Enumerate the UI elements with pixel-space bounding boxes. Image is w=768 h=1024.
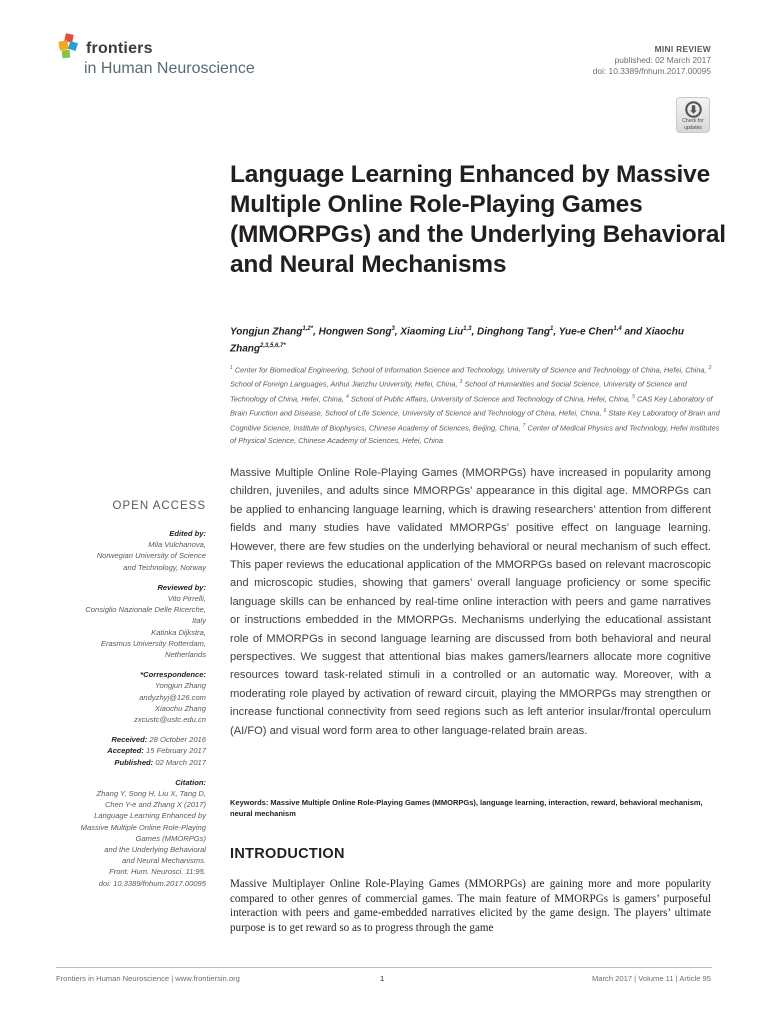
sidebar-line[interactable]: zxcustc@ustc.edu.cn — [134, 715, 206, 725]
affiliation-number: 7 — [522, 422, 526, 429]
correspondence-label: *Correspondence: — [140, 670, 206, 680]
author-name[interactable]: Xiaochu Zhang — [230, 326, 684, 355]
section-heading: INTRODUCTION — [230, 846, 345, 862]
author-affiliation-marker: 1,2* — [302, 326, 314, 332]
sidebar-line: Massive Multiple Online Role-Playing — [80, 822, 206, 832]
badge-line-2: updates — [684, 124, 702, 131]
edited-by-label: Edited by: — [169, 529, 206, 538]
affiliation-number: 1 — [230, 365, 233, 371]
affiliation-number: 4 — [346, 393, 349, 400]
author-affiliation-marker: 3 — [391, 326, 395, 332]
published-date-sidebar: Published: 02 March 2017 — [114, 757, 206, 767]
affiliation-text: School of Public Affairs, University of Science and Technology of China, Hefei, China, — [348, 394, 633, 404]
author-affiliation-marker: 1 — [549, 326, 554, 332]
sidebar-line: Katinka Dijkstra, — [151, 627, 206, 637]
check-for-updates-icon — [685, 101, 702, 118]
sidebar-line: Norwegian University of Science — [96, 551, 206, 561]
sidebar-line: doi: 10.3389/fnhum.2017.00095 — [98, 878, 206, 888]
frontiers-logo-icon — [56, 32, 86, 62]
affiliation-text: State Key Laboratory of Brain and Cognitive Science, Institute of Biophysics, Chinese Academy of Sciences, Beijing, China, — [230, 408, 720, 433]
sidebar-line: Consiglio Nazionale Delle Ricerche, — [85, 605, 206, 615]
footer-journal-link[interactable]: Frontiers in Human Neuroscience | www.frontiersin.org — [56, 974, 240, 983]
citation-lines — [40, 788, 206, 889]
author-name[interactable]: Yue-e Chen — [558, 326, 614, 338]
open-access-label: OPEN ACCESS — [112, 500, 206, 512]
sidebar-line: and Neural Mechanisms. — [122, 856, 206, 866]
article-meta — [593, 44, 711, 77]
sidebar-line: Language Learning Enhanced by — [94, 811, 206, 821]
sidebar-line: Mila Vulchanova, — [148, 540, 206, 550]
citation-label: Citation: — [175, 777, 206, 787]
sidebar-line: Erasmus University Rotterdam, — [100, 638, 206, 648]
journal-subtitle: in Human Neuroscience — [84, 60, 255, 77]
author-list: Yongjun Zhang$^{1,2*}$, Hongwen Song$^3$, Xiaoming Liu$^{1,3}$, Dinghong Tang$^1$, Yue-e Chen$^{1,4}$ and Xiaochu Zhang$^{2,3,5,6,7*}$ — [230, 326, 684, 355]
author-affiliation-marker: 1,4 — [613, 326, 622, 332]
sidebar-line: and Technology, Norway — [123, 562, 206, 572]
correspondence-lines[interactable] — [40, 680, 206, 725]
check-for-updates-button[interactable] — [676, 97, 710, 133]
footer-issue-info: March 2017 | Volume 11 | Article 95 — [591, 974, 711, 983]
sidebar-line: Yongjun Zhang — [154, 681, 206, 691]
affiliation-text: School of Humanities and Social Science, University of Science and Technology of China, Hefei, China, — [230, 379, 687, 404]
affiliation-number: 3 — [459, 379, 463, 386]
author-name[interactable]: Hongwen Song — [318, 326, 392, 338]
affiliation-text: School of Foreign Languages, Anhui Jianzhu University, Hefei, China, — [230, 379, 460, 389]
accepted-date: Accepted: 15 February 2017 — [107, 746, 206, 756]
affiliations — [230, 362, 720, 447]
sidebar-line: Xiaochu Zhang — [154, 703, 206, 713]
keywords: Keywords: Massive Multiple Online Role-Playing Games (MMORPGs), language learning, interaction, reward, behavioral mechanism, neural mechanism — [230, 798, 703, 818]
received-date: Received: 28 October 2016 — [111, 735, 206, 745]
affiliation-text: Center of Medical Physics and Technology, Hefei Institutes of Physical Science, Chinese Academy of Sciences, Hefei, China — [230, 423, 720, 446]
sidebar-line: Front. Hum. Neurosci. 11:95. — [109, 867, 206, 877]
sidebar-line: Zhang Y, Song H, Liu X, Tang D, — [96, 789, 206, 799]
sidebar-line: Games (MMORPGs) — [135, 833, 206, 843]
author-name[interactable]: Yongjun Zhang — [230, 326, 303, 338]
affiliation-number: 5 — [632, 393, 635, 400]
author-affiliation-marker: 1,3 — [463, 326, 472, 332]
published-date: published: 02 March 2017 — [614, 55, 711, 65]
intro-paragraph: Massive Multiplayer Online Role-Playing Games (MMORPGs) are gaining more and more popularity compared to other genres of commercial games. The main feature of MMORPGs is gamers’ purposeful interaction with peers and game-embedded narratives elicited by the game design. The players’ ultimate purpose is to get reward so as to progress through the game — [230, 878, 711, 934]
affiliation-number: 6 — [603, 408, 607, 415]
article-title: Language Learning Enhanced by Massive Multiple Online Role-Playing Games (MMORPGs) and the Underlying Behavioral and Neural Mechanisms — [230, 161, 726, 278]
article-doi[interactable]: doi: 10.3389/fnhum.2017.00095 — [592, 66, 711, 76]
affiliation-text: CAS Key Laboratory of Brain Function and Disease, School of Life Science, University of Science and Technology of China, Hefei, China, — [230, 394, 713, 418]
sidebar-line: Italy — [192, 616, 206, 626]
sidebar-line[interactable]: andyzhyj@126.com — [139, 692, 206, 702]
reviewed-by-label: Reviewed by: — [157, 582, 206, 592]
badge-line-1: Check for — [682, 118, 704, 124]
author-affiliation-marker: 2,3,5,6,7* — [260, 343, 286, 350]
affiliation-text: Center for Biomedical Engineering, School of Information Science and Technology, University of Science and Technology of China, Hefei, China, — [232, 365, 709, 375]
sidebar-line: Chen Y-e and Zhang X (2017) — [104, 800, 206, 810]
article-type: MINI REVIEW — [654, 44, 711, 54]
footer-divider — [56, 967, 712, 968]
affiliation-number: 2 — [708, 365, 712, 371]
article-sidebar — [40, 528, 206, 889]
author-name[interactable]: Xiaoming Liu — [400, 326, 464, 338]
sidebar-line: Netherlands — [165, 650, 206, 660]
reviewer-lines — [40, 593, 206, 660]
page-number: 1 — [380, 974, 385, 983]
author-name[interactable]: Dinghong Tang — [477, 326, 550, 338]
sidebar-line: Vito Pirrelli, — [167, 594, 206, 604]
journal-brand[interactable]: frontiers — [86, 40, 153, 57]
sidebar-line: and the Underlying Behavioral — [104, 845, 206, 855]
editor-lines — [40, 539, 206, 573]
abstract: Massive Multiple Online Role-Playing Games (MMORPGs) have increased in popularity among children, juveniles, and adults since MMORPGs’ appearance in this digital age. MMORPGs can be applied to enhancing language learning, which is drawing researchers’ attention from different fields and many studies have validated MMORPGs’ positive effect on language learning. However, there are few studies on the underlying behavioral or neural mechanism of such effect. This paper reviews the educational application of the MMORPGs based on relevant macroscopic and microscopic studies, showing that gamers’ overall language proficiency or some specific language skills can be enhanced by real-time online interaction with peers and game narratives or instructions embedded in the MMORPGs. Mechanisms underlying the educational assistant role of MMORPGs in second language learning are discussed from both behavioral and neural perspectives. We suggest that attentional bias makes gamers/learners allocate more cognitive resources toward task-related stimuli in a controlled or an automatic way. Moreover, with a moderating role played by activation of reward circuit, playing the MMORPGs may strengthen or increase functional connectivity from seed regions such as left anterior insular/frontal operculum (AI/FO) and visual word form area to other language-related brain areas. — [230, 467, 711, 737]
